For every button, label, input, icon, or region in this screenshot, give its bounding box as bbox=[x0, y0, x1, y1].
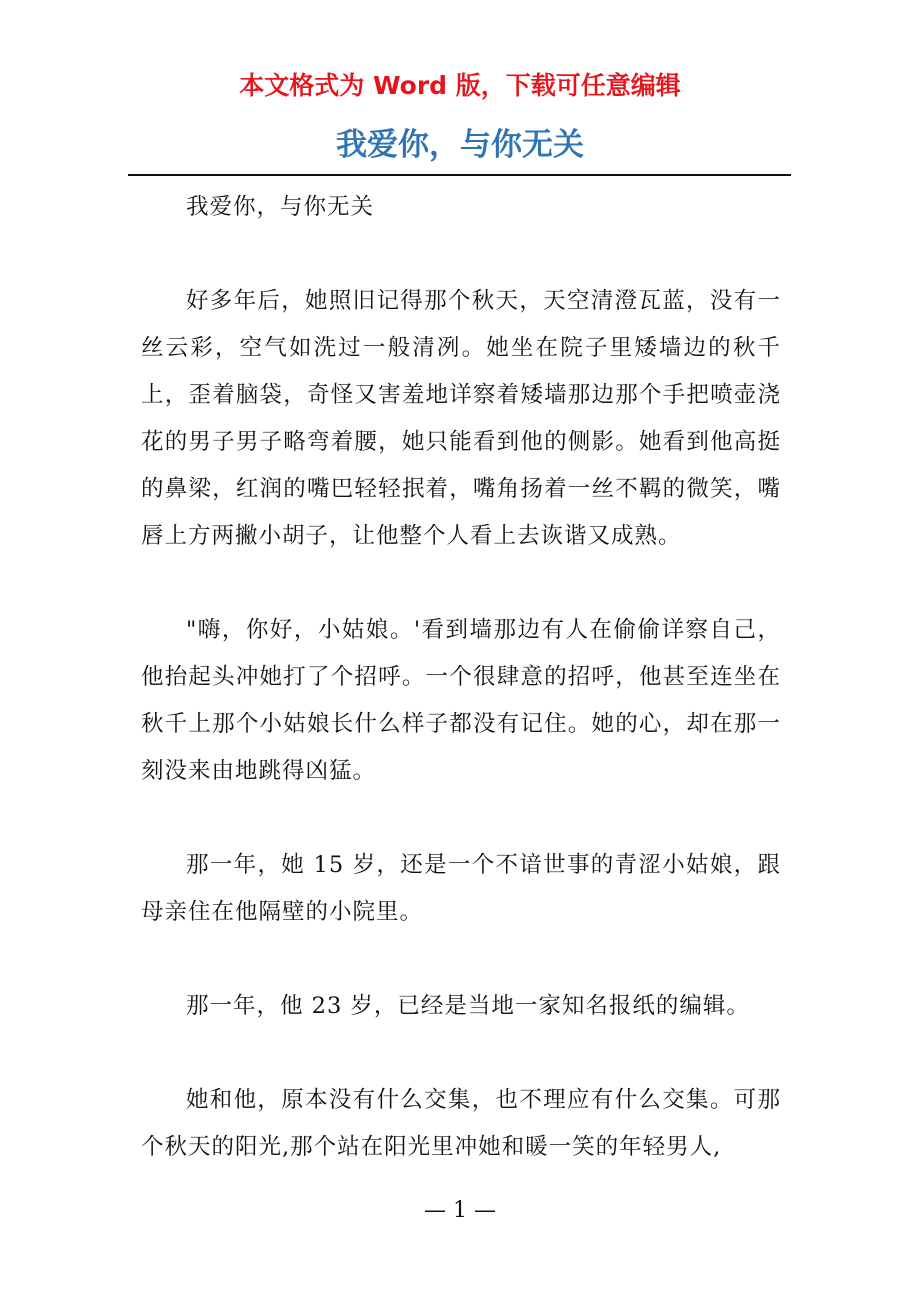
format-banner: 本文格式为 Word 版，下载可任意编辑 bbox=[239, 71, 681, 100]
body-paragraph: 好多年后，她照旧记得那个秋天，天空清澄瓦蓝，没有一丝云彩，空气如洗过一般清冽。她坐在院子里矮墙边的秋千上，歪着脑袋，奇怪又害羞地详察着矮墙那边那个手把喷壶浇花的男子男子略弯着腰，她只能看到他的侧影。她看到他高挺的鼻梁，红润的嘴巴轻轻抿着，嘴角扬着一丝不羁的微笑，嘴唇上方两撇小胡子，让他整个人看上去诙谐又成熟。 bbox=[141, 288, 781, 549]
body-paragraph: 那一年，他 23 岁，已经是当地一家知名报纸的编辑。 bbox=[186, 993, 750, 1019]
paragraph-gap bbox=[141, 560, 781, 607]
body-paragraph: "嗨，你好，小姑娘。'看到墙那边有人在偷偷详察自己，他抬起头冲她打了个招呼。一个很肆意的招呼，他甚至连坐在秋千上那个小姑娘长什么样子都没有记住。她的心，却在那一刻没来由地跳得凶猛。 bbox=[141, 617, 781, 784]
body-paragraph: 那一年，她 15 岁，还是一个不谙世事的青涩小姑娘，跟母亲住在他隔壁的小院里。 bbox=[141, 852, 781, 925]
body-paragraph: 我爱你，与你无关 bbox=[186, 194, 375, 220]
paragraph-gap bbox=[141, 795, 781, 842]
document-body bbox=[141, 184, 781, 1171]
body-paragraph: 她和他，原本没有什么交集，也不理应有什么交集。可那个秋天的阳光,那个站在阳光里冲她和暖一笑的年轻男人, bbox=[141, 1087, 781, 1160]
page-number: — 1 — bbox=[424, 1198, 496, 1223]
title-divider bbox=[128, 174, 791, 176]
paragraph-gap bbox=[141, 936, 781, 983]
document-title: 我爱你，与你无关 bbox=[336, 127, 584, 163]
paragraph-gap bbox=[141, 1030, 781, 1077]
paragraph-gap bbox=[141, 231, 781, 278]
